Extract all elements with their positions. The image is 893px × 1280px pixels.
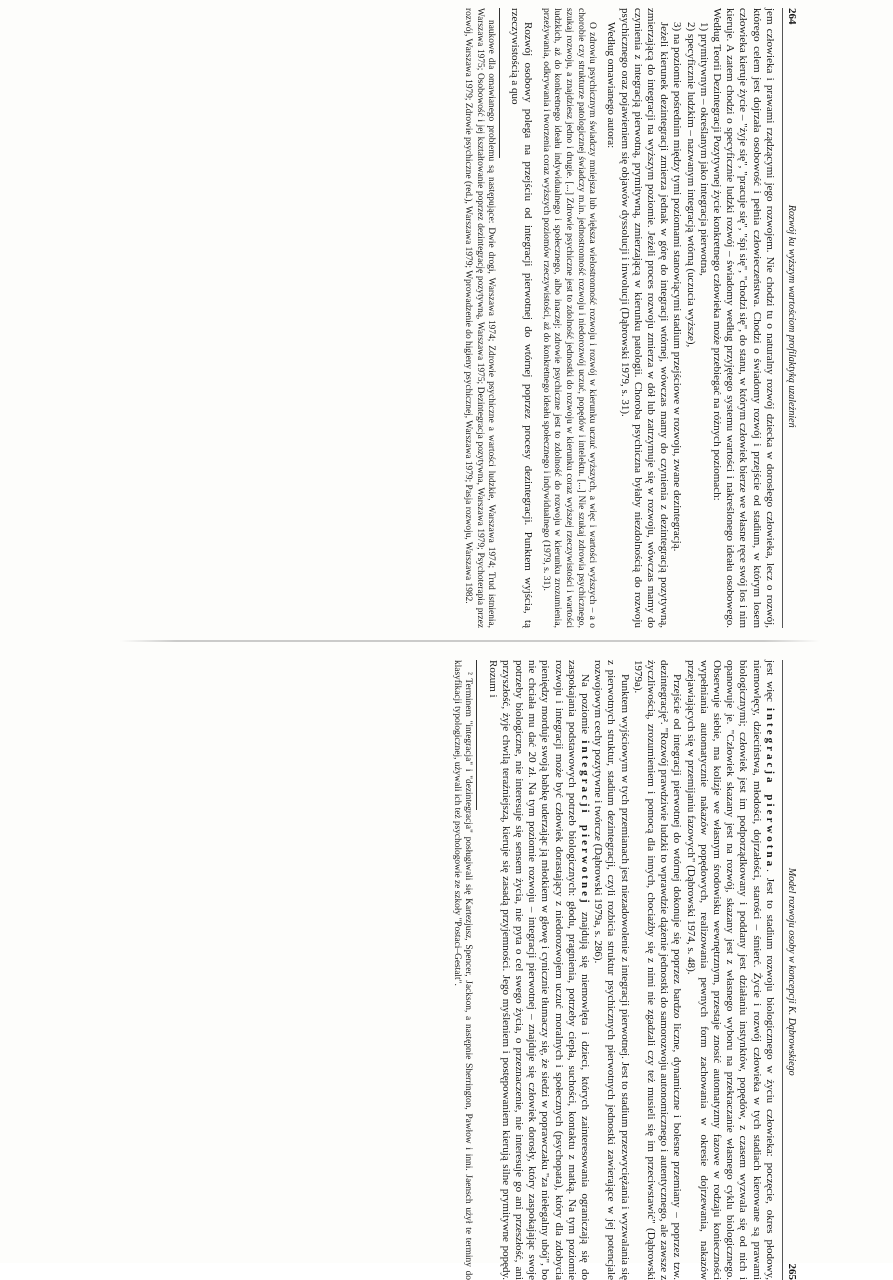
paragraph: Punktem wyjściowym w tych przemianach jest niezadowolenie z integracji pierwotnej. Jest to stadium przezwyciężania i wyzwalania się z pierwotnych struktur, stadium dezintegracji, czyli rozbicia struktur psychicznych pierwotnych jednostki zawierające w jej potencjale rozwojowym cechy pozytywne i twórcze (Dąbrowski 1979a, s. 286).	[592, 660, 631, 1280]
page-264	[53, 8, 798, 628]
paragraph	[683, 660, 775, 1280]
running-head-265	[782, 660, 798, 1280]
text-run: . Jest to stadium rozwoju biologicznego w życiu człowieka: poczęcie, okres płodowy, niemowlęcy, dzieciństwa, młodości, dojrzałości, starości – śmierć. Życie i rozwój człowieka w tych stadiach kierowane są prawami biologicznymi; człowiek jest im podporządkowany i poddany jest działaniu instynktów, popędów, z czasem wyzwala się od nich i opanowuje je. "Człowiek skazany jest na rozwój, skazany jest z własnego wyboru na przekraczanie własnego cyklu biologicznego. Obserwuje siebie, ma kolizje we własnym środowisku wewnętrznym, przestaje znosić automatyzmy fazowe w rodzaju konieczności wypełniania automatycznie nakazów popędowych, realizowania pewnych form zachowania w okresie dojrzewania, nakazów przejawiających się w przemijaniu fazowych" (Dąbrowski 1974, s. 48).	[684, 660, 776, 1280]
paragraph: Według omawianego autora:	[605, 22, 618, 149]
page-number-264: 264	[786, 8, 798, 25]
footnote: ² Terminem "integracja" i "dezintegracja" posługiwali się Kartezjusz, Spencer, Jackson, a następnie Sherrington, Pawłow i inni. Jaensch użył te terminy do klasyfikacji typologicznej, używali ich też psychologowie ze szkoły "Postaci–Gestalt".	[452, 660, 474, 1280]
page-number-265: 265	[786, 1263, 798, 1280]
block-quote: O zdrowiu psychicznym świadczy mniejsza lub większa wielostronność rozwoju i rozwój w kierunku uczuć wyższych, a więc i wartości wyższych – a o chorobie czy strukturze patologicznej świadczy m.in. jednostronność rozwoju i niedorozwój uczuć, popędów i intelektu. [...] Nie szukaj zdrowia psychicznego, szukaj rozwoju, a znajdziesz jedno i drugie. [...] Zdrowie psychiczne jest to zdolność jednostki do rozwoju w kierunku coraz wyższej rzeczywistości i wartości ludzkich, aż do konkretnego ideału indywidualnego i społecznego, albo inaczej: zdrowie psychiczne jest to zdolność do rozwoju w kierunku zrozumienia, przeżywania, odkrywania i tworzenia coraz wyższych poziomów rzeczywistości, aż do konkretnego ideału społecznego i indywidualnego (1979, s. 31).	[540, 8, 599, 628]
paragraph	[485, 660, 591, 1280]
running-head-264	[782, 8, 798, 628]
text-run: Na poziomie	[578, 674, 591, 735]
paragraph: Jeżeli kierunek dezintegracji zmierza jednak w górę do integracji wtórnej, wówczas mamy do czynienia z dezintegracją pozytywną, zmierzającą do integracji na wyższym poziomie. Jeżeli proces rozwoju zmierza w dół lub zatrzymuje się w rozwoju, wówczas mamy do czynienia z integracją pierwotną, prymitywną, zmierzającą w kierunku patologii. Choroba psychiczna byłaby niezdolnością do rozwoju psychicznego oraz pojawieniem się objawów dyssolucji i inwolucji (Dąbrowski 1979, s. 31).	[618, 8, 671, 628]
running-title-265: Model rozwoju osoby w koncepcji K. Dąbrowskiego	[786, 867, 797, 1076]
footnote-divider	[476, 660, 477, 810]
page-265	[53, 660, 798, 1280]
paragraph: jem człowieka i prawami rządzącymi jego rozwojem. Nie chodzi tu o naturalny rozwój dziecka w dorosłego człowieka, lecz o rozwój, którego celem jest dojrzała osobowość i pełnia człowieczeństwa. Chodzi o świadomy rozwój i przejście od stadium, w którym losem człowieka kieruje życie – "żyje się", "pracuje się", "śpi się", "chodzi się", do stanu, w którym człowiek bierze we własne ręce swój los i nim kieruje. A zatem chodzi o specyficznie ludzki rozwój – świadomy według przyjętego systemu wartości i nakreślonego ideału osobowego. Według Teorii Dezintegracji Pozytywnej życie konkretnego człowieka może przebiegać na różnych poziomach:	[710, 8, 776, 628]
text-run: znajdują się niemowlęta i dzieci, których zainteresowania ograniczają się do zaspokajania podstawowych potrzeb biologicznych: głodu, pragnienia, potrzeby ciepła, suchości, kontaktu z matką. Na tym poziomie rozwoju i integracji może być człowiek dorastający z niedorozwojem uczuć moralnych i społecznych (psychopata), który dla zdobycia pieniędzy morduje swoją babkę uderzając ją młotkiem w głowę i cynicznie tłumaczy się, że siedzi w poprawczaku "za niełegalny ubój", bo nie chciała mu dać 20 zł. Na tym poziomie rozwoju – integracji pierwotnej – znajduje się człowiek dorosły, który zaspokajając swoje potrzeby biologiczne, nie interesuje się sensem życia, nie pyta o cel swego życia, o przeznaczenie, nie interesuje go ani przeszłość, ani przyszłość, żyje chwilą teraźniejszą, kieruje się zasadą przyjemności. Jego myśleniem i postępowaniem kierują silne prymitywne popędy. Rozum i	[486, 660, 591, 1280]
paragraph: Przejście od integracji pierwotnej do wtórnej dokonuje się poprzez bardzo liczne, dynamiczne i bolesne przemiany – poprzez tzw. dezintegrację². "Rozwój prawdziwie ludzki to wprawdzie dążenie jednostki do samorozwoju autonomicznego i autentycznego, ale zawsze z życzliwością, zrozumieniem i pomocą dla innych, chociażby się z nimi nie zgadzali czy też musieli się im przeciwstawić" (Dąbrowski 1979a).	[631, 660, 684, 1280]
list-item-2: 2) specyficznie ludzkim – nazwanym integracją wtórną (uczucia wyższe),	[684, 22, 697, 348]
running-title-264: Rozwój ku wyższym wartościom profilaktyką uzależnień	[786, 204, 797, 428]
list-item-1: 1) prymitywnym – określanym jako integracja pierwotna,	[697, 22, 710, 276]
footnote: naukowe dla omawianego problemu są następujące: Dwie drogi, Warszawa 1974; Zdrowie psychiczne a wartości ludzkie, Warszawa 1974; Trud istnienia, Warszawa 1975; Osobowość i jej kształtowanie poprzez dezintegrację pozytywną, Warszawa 1975; Dezintegracja pozytywna, Warszawa 1979; Psychoterapia przez rozwój, Warszawa 1979; Zdrowie psychiczne (red.), Warszawa 1979; Wprowadzenie do higieny psychicznej, Warszawa 1979; Pasja rozwoju, Warszawa 1982.	[463, 8, 496, 628]
gutter-line	[120, 640, 820, 642]
emphasized-term: integracja pierwotna	[763, 707, 776, 870]
emphasized-term: integracji pierwotnej	[578, 740, 591, 906]
footnote-divider	[499, 8, 500, 158]
paragraph: Rozwój osobowy polega na przejściu od integracji pierwotnej do wtórnej poprzez procesy dezintegracji. Punktem wyjścia, tą rzeczywistością a quo	[508, 8, 535, 628]
list-item-3: 3) na poziomie pośrednim między tymi poziomami stanowiącymi stadium przejściowe w rozwoju, zwane dezintegracją.	[671, 22, 684, 552]
text-run: jest więc	[763, 660, 776, 702]
